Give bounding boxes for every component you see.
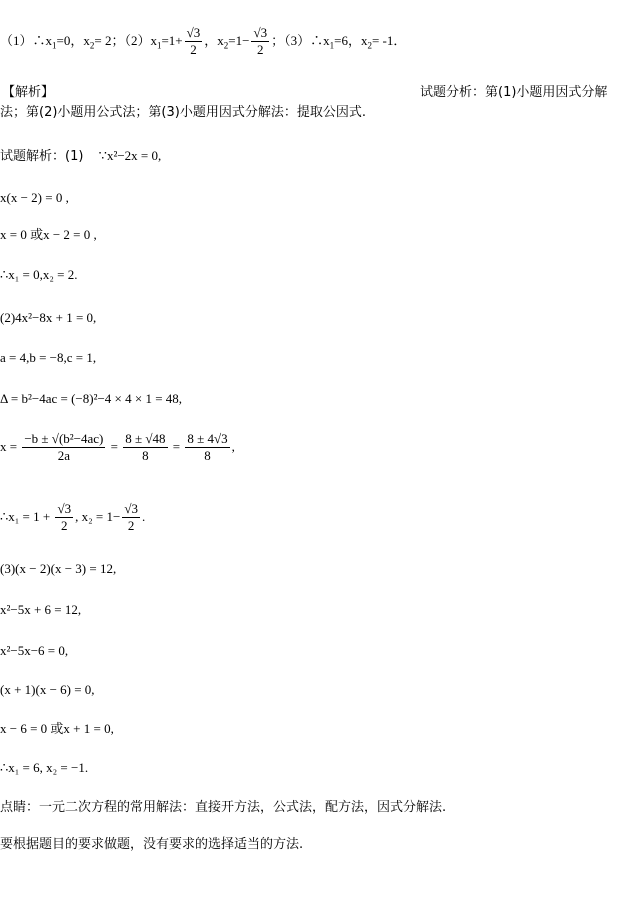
equation: x =: [0, 438, 18, 454]
solution-line-14: x − 6 = 0 或x + 1 = 0,: [0, 721, 114, 736]
solution-line-13: (x + 1)(x − 6) = 0,: [0, 682, 95, 697]
answer-text: ，x: [204, 32, 224, 48]
solution-line-9: [0, 502, 145, 534]
fraction-denominator: 2: [127, 517, 135, 533]
solution-line-5: (2)4x²−8x + 1 = 0,: [0, 310, 97, 325]
solution-label: 试题解析：(1): [0, 149, 84, 164]
solution-line-3: x = 0 或x − 2 = 0 ,: [0, 227, 97, 242]
answer-sub: 2: [89, 40, 95, 51]
fraction-denominator: 8: [204, 447, 211, 463]
equation: ∴x₁ = 1 +: [0, 508, 51, 524]
answer-sub: 1: [156, 40, 162, 51]
punctuation: .: [141, 508, 146, 524]
punctuation: ,: [231, 438, 235, 454]
answer-sub: 2: [223, 40, 229, 51]
answer-text: = -1．: [371, 32, 407, 48]
fraction-numerator: 8 ± √48: [125, 431, 166, 446]
solution-line-1: [0, 149, 161, 163]
fraction-denominator: 2a: [57, 447, 70, 463]
fraction-numerator: 8 ± 4√3: [187, 431, 228, 446]
fraction-numerator: √3: [124, 501, 138, 516]
fraction: [123, 432, 167, 464]
fraction: [185, 432, 229, 464]
equation: , x₂ = 1−: [75, 508, 121, 524]
solution-line-7: Δ = b²−4ac = (−8)²−4 × 4 × 1 = 48,: [0, 391, 183, 406]
fraction-numerator: −b ± √(b²−4ac): [24, 431, 104, 446]
solution-line-6: a = 4,b = −8,c = 1,: [0, 350, 97, 365]
solution-line-4: ∴x₁ = 0,x₂ = 2.: [0, 267, 78, 282]
equation: ∵x²−2x = 0,: [98, 148, 162, 163]
fraction: [122, 502, 140, 534]
solution-line-15: ∴x₁ = 6, x₂ = −1.: [0, 760, 89, 775]
solution-line-8: x = $\frac{\text{−b ± √(b²−4ac)}}{2a}$ = $\frac{8 \pm √48}{8}$ = $\frac{8 \pm 4√3}{8}$ ,: [0, 431, 235, 463]
fraction-denominator: 8: [142, 447, 149, 463]
solution-line-11: x²−5x + 6 = 12,: [0, 602, 82, 617]
fraction-denominator: 2: [190, 41, 197, 57]
solution-line-10: (3)(x − 2)(x − 3) = 12,: [0, 561, 117, 576]
answer-text: = 2；（2）x: [94, 32, 157, 48]
answer-sub: 2: [367, 40, 372, 51]
fraction-denominator: 2: [61, 517, 68, 533]
analysis-continuation: 法；第(2)小题用公式法；第(3)小题用因式分解法：提取公因式.: [0, 105, 366, 120]
comment-line-2: 要根据题目的要求做题，没有要求的选择适当的方法.: [0, 837, 304, 852]
solution-line-12: x²−5x−6 = 0,: [0, 643, 69, 658]
fraction-denominator: 2: [257, 41, 264, 57]
fraction: [22, 432, 105, 464]
answer-text: =1−: [228, 32, 250, 48]
comment-line-1: 点睛：一元二次方程的常用解法：直接开方法，公式法，配方法，因式分解法.: [0, 800, 447, 815]
fraction: [185, 26, 203, 58]
answer-text: =0，x: [56, 32, 90, 48]
fraction: [251, 26, 269, 58]
answer-text: ；（3）∴x: [271, 32, 330, 48]
answer-text: =1+: [161, 32, 183, 48]
fraction: [55, 502, 73, 534]
fraction-numerator: √3: [57, 501, 72, 516]
fraction-numerator: √3: [253, 25, 268, 40]
answer-part1: （1）∴x: [0, 32, 53, 48]
solution-line-2: x(x − 2) = 0 ,: [0, 190, 69, 205]
analysis-label: 【解析】: [2, 85, 55, 100]
analysis-intro: 试题分析：第(1)小题用因式分解: [420, 85, 608, 100]
answer-text: =6，x: [334, 32, 368, 48]
answer-sub: 1: [52, 40, 57, 51]
fraction-numerator: √3: [186, 25, 201, 40]
answer-sub: 1: [329, 40, 335, 51]
answer-line: [0, 26, 406, 58]
